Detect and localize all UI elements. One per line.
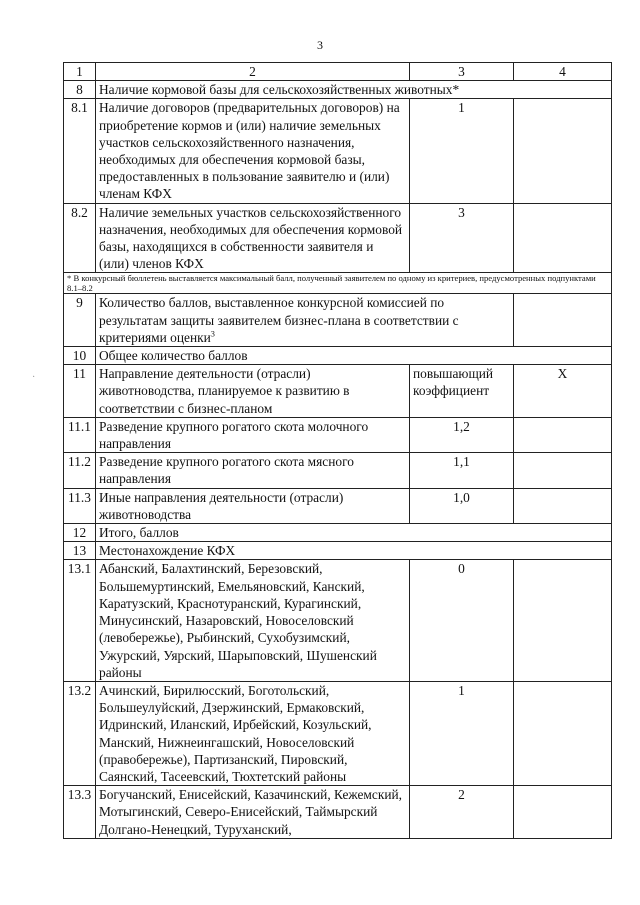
row-text: Наличие кормовой базы для сельскохозяйственных животных* [96, 81, 612, 99]
row-text: Итого, баллов [96, 524, 612, 542]
row-col4 [514, 560, 612, 681]
row-col4 [514, 99, 612, 203]
header-cell: 3 [410, 63, 514, 81]
row-text-content: Количество баллов, выставленное конкурсной комиссией по результатам защиты заявителем бизнес-плана в соответствии с критериями оценки [99, 295, 459, 345]
scan-speck: · [32, 372, 36, 383]
row-text: Богучанский, Енисейский, Казачинский, Кежемский, Мотыгинский, Северо-Енисейский, Таймырский Долгано-Ненецкий, Туруханский, [96, 786, 410, 839]
row-text [96, 294, 514, 347]
row-number: 8 [64, 81, 96, 99]
row-col4 [514, 417, 612, 452]
header-cell: 4 [514, 63, 612, 81]
row-coefficient-label: повышающий коэффициент [410, 365, 514, 418]
table-row [64, 453, 612, 488]
row-score: 2 [410, 786, 514, 839]
header-cell: 2 [96, 63, 410, 81]
row-score: 1 [410, 681, 514, 785]
table-row [64, 786, 612, 839]
row-number: 8.2 [64, 203, 96, 273]
row-number: 11.3 [64, 488, 96, 523]
row-number: 8.1 [64, 99, 96, 203]
row-text: Направление деятельности (отрасли) животноводства, планируемое к развитию в соответствии с бизнес-планом [96, 365, 410, 418]
criteria-table [63, 62, 612, 839]
row-number: 13.1 [64, 560, 96, 681]
row-score: 1 [410, 99, 514, 203]
row-col4 [514, 453, 612, 488]
table-row [64, 560, 612, 681]
table-header-row [64, 63, 612, 81]
table-row [64, 294, 612, 347]
row-col4 [514, 294, 612, 347]
table-row [64, 542, 612, 560]
table-row [64, 417, 612, 452]
row-text: Наличие земельных участков сельскохозяйственного назначения, необходимых для обеспечения кормовой базы, находящихся в собственности заявителя и (или) членов КФХ [96, 203, 410, 273]
row-col4 [514, 488, 612, 523]
row-text: Наличие договоров (предварительных договоров) на приобретение кормов и (или) наличие земельных участков сельскохозяйственного назначения, необходимых для обеспечения кормовой базы, предоставленных в пользование заявителю и (или) членам КФХ [96, 99, 410, 203]
row-col4 [514, 786, 612, 839]
row-score: 0 [410, 560, 514, 681]
row-coefficient: 1,2 [410, 417, 514, 452]
row-col4 [514, 203, 612, 273]
row-number: 13.3 [64, 786, 96, 839]
header-cell: 1 [64, 63, 96, 81]
page-number: 3 [317, 38, 323, 52]
row-score: 3 [410, 203, 514, 273]
footnote: * В конкурсный бюллетень выставляется максимальный балл, полученный заявителем по одному из критериев, предусмотренных подпунктами 8.1–8.2 [64, 273, 612, 294]
row-number: 13.2 [64, 681, 96, 785]
footnote-row [64, 273, 612, 294]
table-row [64, 203, 612, 273]
row-text: Разведение крупного рогатого скота молочного направления [96, 417, 410, 452]
row-number: 10 [64, 347, 96, 365]
row-text: Иные направления деятельности (отрасли) животноводства [96, 488, 410, 523]
table-row [64, 488, 612, 523]
table-row [64, 365, 612, 418]
row-coefficient: 1,1 [410, 453, 514, 488]
table-row [64, 524, 612, 542]
row-number: 11.1 [64, 417, 96, 452]
row-number: 11 [64, 365, 96, 418]
row-number: 9 [64, 294, 96, 347]
table-row [64, 99, 612, 203]
table-row [64, 81, 612, 99]
row-text: Местонахождение КФХ [96, 542, 612, 560]
footnote-superscript: 3 [210, 329, 215, 339]
row-number: 12 [64, 524, 96, 542]
row-number: 13 [64, 542, 96, 560]
row-text: Абанский, Балахтинский, Березовский, Большемуртинский, Емельяновский, Канский, Каратузский, Краснотуранский, Курагинский, Минусинский, Назаровский, Новоселовский (левобережье), Рыбинский, Сухобузимский, Ужурский, Уярский, Шарыповский, Шушенский районы [96, 560, 410, 681]
table-row [64, 681, 612, 785]
row-col4 [514, 681, 612, 785]
row-coefficient: 1,0 [410, 488, 514, 523]
row-text: Ачинский, Бирилюсский, Боготольский, Большеулуйский, Дзержинский, Ермаковский, Идринский, Иланский, Ирбейский, Козульский, Манский, Нижнеингашский, Новоселовский (правобережье), Партизанский, Пировский, Саянский, Тасеевский, Тюхтетский районы [96, 681, 410, 785]
row-number: 11.2 [64, 453, 96, 488]
row-text: Разведение крупного рогатого скота мясного направления [96, 453, 410, 488]
row-col4: Х [514, 365, 612, 418]
table-row [64, 347, 612, 365]
row-text: Общее количество баллов [96, 347, 612, 365]
